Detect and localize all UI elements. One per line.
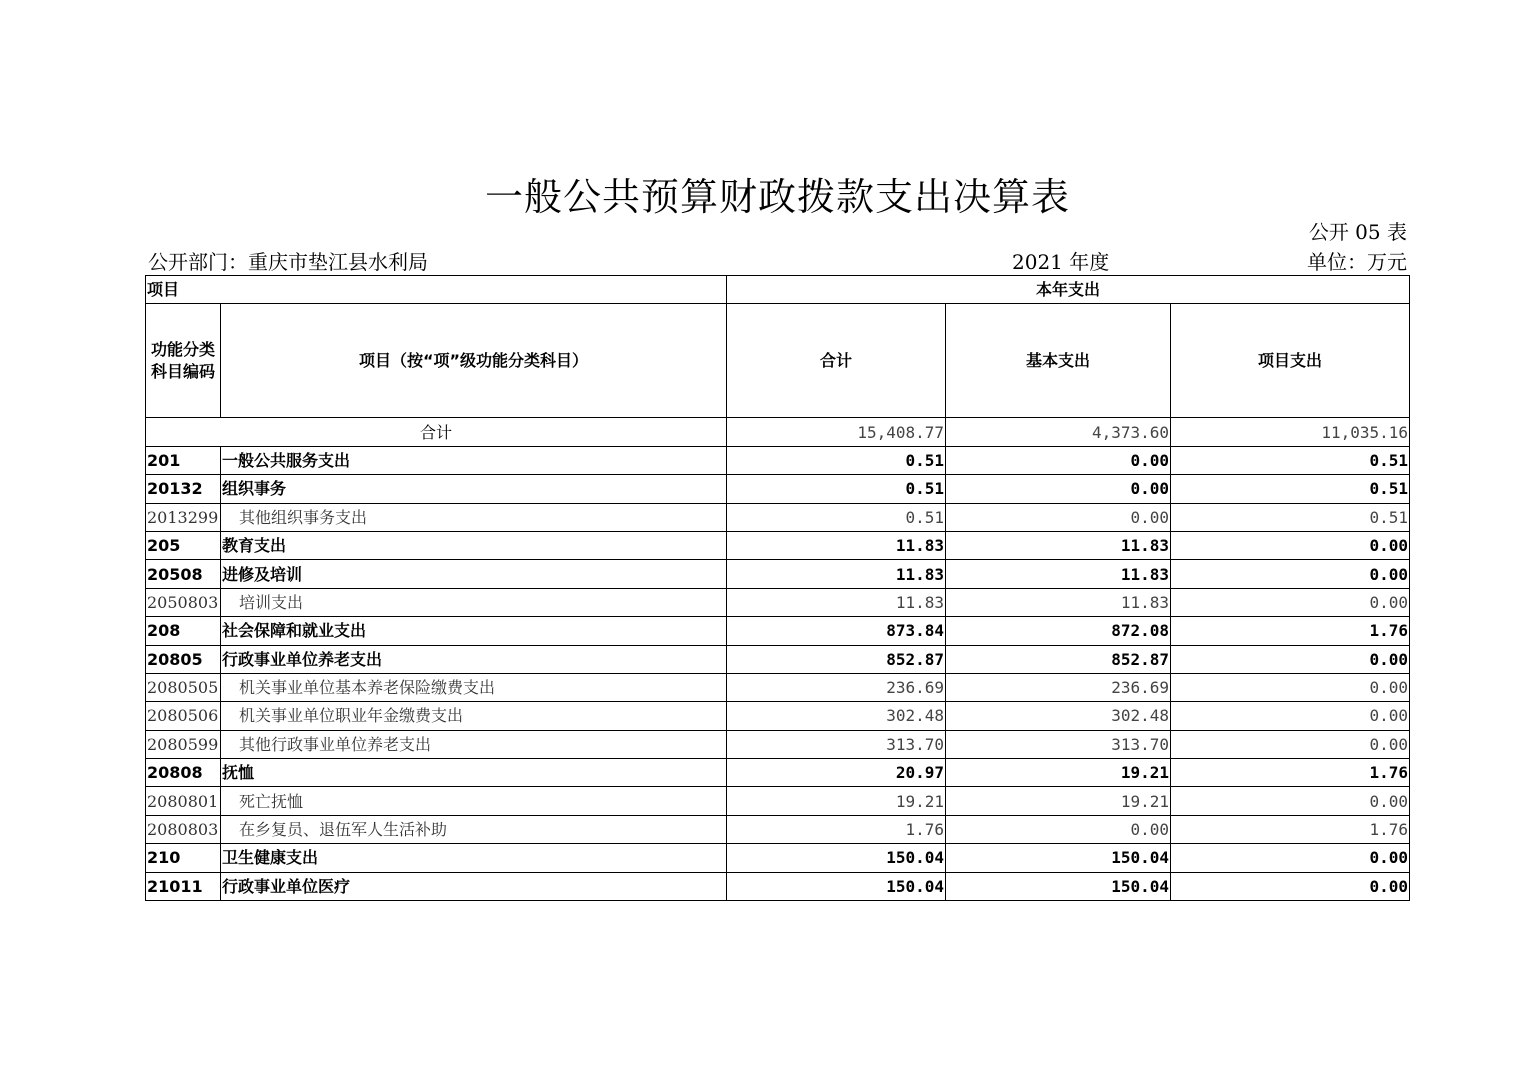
row-name: 卫生健康支出 [221, 844, 727, 872]
total-total: 15,408.77 [727, 418, 946, 446]
row-code: 20508 [146, 560, 221, 588]
row-total: 0.51 [727, 475, 946, 503]
row-total: 150.04 [727, 872, 946, 900]
total-row [146, 418, 1410, 446]
year-label: 2021 年度 [1012, 250, 1110, 274]
header-row-2 [146, 304, 1410, 418]
table-row [146, 673, 1410, 701]
row-name: 行政事业单位医疗 [221, 872, 727, 900]
page-title: 一般公共预算财政拨款支出决算表 [484, 175, 1070, 219]
row-project: 1.76 [1171, 815, 1410, 843]
table-row [146, 475, 1410, 503]
row-code: 205 [146, 531, 221, 559]
unit-label: 单位：万元 [1307, 250, 1407, 274]
row-name: 组织事务 [221, 475, 727, 503]
row-project: 0.00 [1171, 531, 1410, 559]
row-basic: 0.00 [946, 815, 1171, 843]
row-basic: 19.21 [946, 759, 1171, 787]
table-row [146, 787, 1410, 815]
row-basic: 872.08 [946, 617, 1171, 645]
row-code: 20808 [146, 759, 221, 787]
row-project: 0.00 [1171, 844, 1410, 872]
header-code: 功能分类科目编码 [146, 304, 221, 418]
row-code: 2050803 [146, 588, 221, 616]
row-total: 852.87 [727, 645, 946, 673]
row-basic: 11.83 [946, 588, 1171, 616]
row-name: 一般公共服务支出 [221, 446, 727, 474]
total-project: 11,035.16 [1171, 418, 1410, 446]
table-row [146, 730, 1410, 758]
row-total: 11.83 [727, 560, 946, 588]
table-row [146, 872, 1410, 900]
row-total: 1.76 [727, 815, 946, 843]
row-total: 150.04 [727, 844, 946, 872]
table-row [146, 759, 1410, 787]
row-name: 抚恤 [221, 759, 727, 787]
row-code: 208 [146, 617, 221, 645]
row-code: 2080801 [146, 787, 221, 815]
department-label: 公开部门：重庆市垫江县水利局 [148, 250, 428, 274]
row-code: 201 [146, 446, 221, 474]
row-project: 0.00 [1171, 730, 1410, 758]
row-basic: 0.00 [946, 503, 1171, 531]
header-row-1 [146, 276, 1410, 304]
table-row [146, 702, 1410, 730]
table-row [146, 560, 1410, 588]
total-label: 合计 [146, 418, 727, 446]
row-project: 0.00 [1171, 787, 1410, 815]
row-total: 302.48 [727, 702, 946, 730]
table-row [146, 446, 1410, 474]
row-code: 20805 [146, 645, 221, 673]
row-basic: 302.48 [946, 702, 1171, 730]
row-total: 0.51 [727, 446, 946, 474]
row-basic: 852.87 [946, 645, 1171, 673]
row-name: 培训支出 [221, 588, 727, 616]
row-name: 死亡抚恤 [221, 787, 727, 815]
table-row [146, 617, 1410, 645]
header-current-year: 本年支出 [727, 276, 1410, 304]
row-code: 2080505 [146, 673, 221, 701]
row-basic: 0.00 [946, 446, 1171, 474]
header-project-exp: 项目支出 [1171, 304, 1410, 418]
row-project: 0.00 [1171, 872, 1410, 900]
row-code: 2013299 [146, 503, 221, 531]
row-code: 2080803 [146, 815, 221, 843]
row-total: 873.84 [727, 617, 946, 645]
row-project: 0.51 [1171, 446, 1410, 474]
row-code: 210 [146, 844, 221, 872]
row-name: 社会保障和就业支出 [221, 617, 727, 645]
row-name: 行政事业单位养老支出 [221, 645, 727, 673]
row-total: 20.97 [727, 759, 946, 787]
row-basic: 150.04 [946, 872, 1171, 900]
table-number: 公开 05 表 [1308, 220, 1407, 244]
row-basic: 11.83 [946, 560, 1171, 588]
row-name: 机关事业单位基本养老保险缴费支出 [221, 673, 727, 701]
row-total: 11.83 [727, 588, 946, 616]
row-name: 其他组织事务支出 [221, 503, 727, 531]
total-basic: 4,373.60 [946, 418, 1171, 446]
table-row [146, 588, 1410, 616]
row-project: 0.51 [1171, 503, 1410, 531]
row-code: 20132 [146, 475, 221, 503]
header-name: 项目（按“项”级功能分类科目） [221, 304, 727, 418]
row-project: 0.00 [1171, 588, 1410, 616]
table-row [146, 815, 1410, 843]
row-basic: 11.83 [946, 531, 1171, 559]
row-total: 11.83 [727, 531, 946, 559]
row-basic: 0.00 [946, 475, 1171, 503]
row-name: 其他行政事业单位养老支出 [221, 730, 727, 758]
row-total: 0.51 [727, 503, 946, 531]
table-row [146, 531, 1410, 559]
row-code: 21011 [146, 872, 221, 900]
row-total: 313.70 [727, 730, 946, 758]
row-project: 0.00 [1171, 645, 1410, 673]
row-name: 教育支出 [221, 531, 727, 559]
table-row [146, 503, 1410, 531]
row-basic: 313.70 [946, 730, 1171, 758]
header-basic: 基本支出 [946, 304, 1171, 418]
row-code: 2080599 [146, 730, 221, 758]
table-row [146, 844, 1410, 872]
header-total: 合计 [727, 304, 946, 418]
table-row [146, 645, 1410, 673]
row-basic: 150.04 [946, 844, 1171, 872]
row-code: 2080506 [146, 702, 221, 730]
row-basic: 19.21 [946, 787, 1171, 815]
row-total: 236.69 [727, 673, 946, 701]
row-name: 进修及培训 [221, 560, 727, 588]
row-project: 1.76 [1171, 617, 1410, 645]
row-total: 19.21 [727, 787, 946, 815]
row-name: 在乡复员、退伍军人生活补助 [221, 815, 727, 843]
row-project: 0.00 [1171, 560, 1410, 588]
row-project: 0.00 [1171, 702, 1410, 730]
row-project: 0.51 [1171, 475, 1410, 503]
row-basic: 236.69 [946, 673, 1171, 701]
row-project: 1.76 [1171, 759, 1410, 787]
row-project: 0.00 [1171, 673, 1410, 701]
row-name: 机关事业单位职业年金缴费支出 [221, 702, 727, 730]
budget-table [145, 275, 1410, 901]
header-project: 项目 [146, 276, 727, 304]
